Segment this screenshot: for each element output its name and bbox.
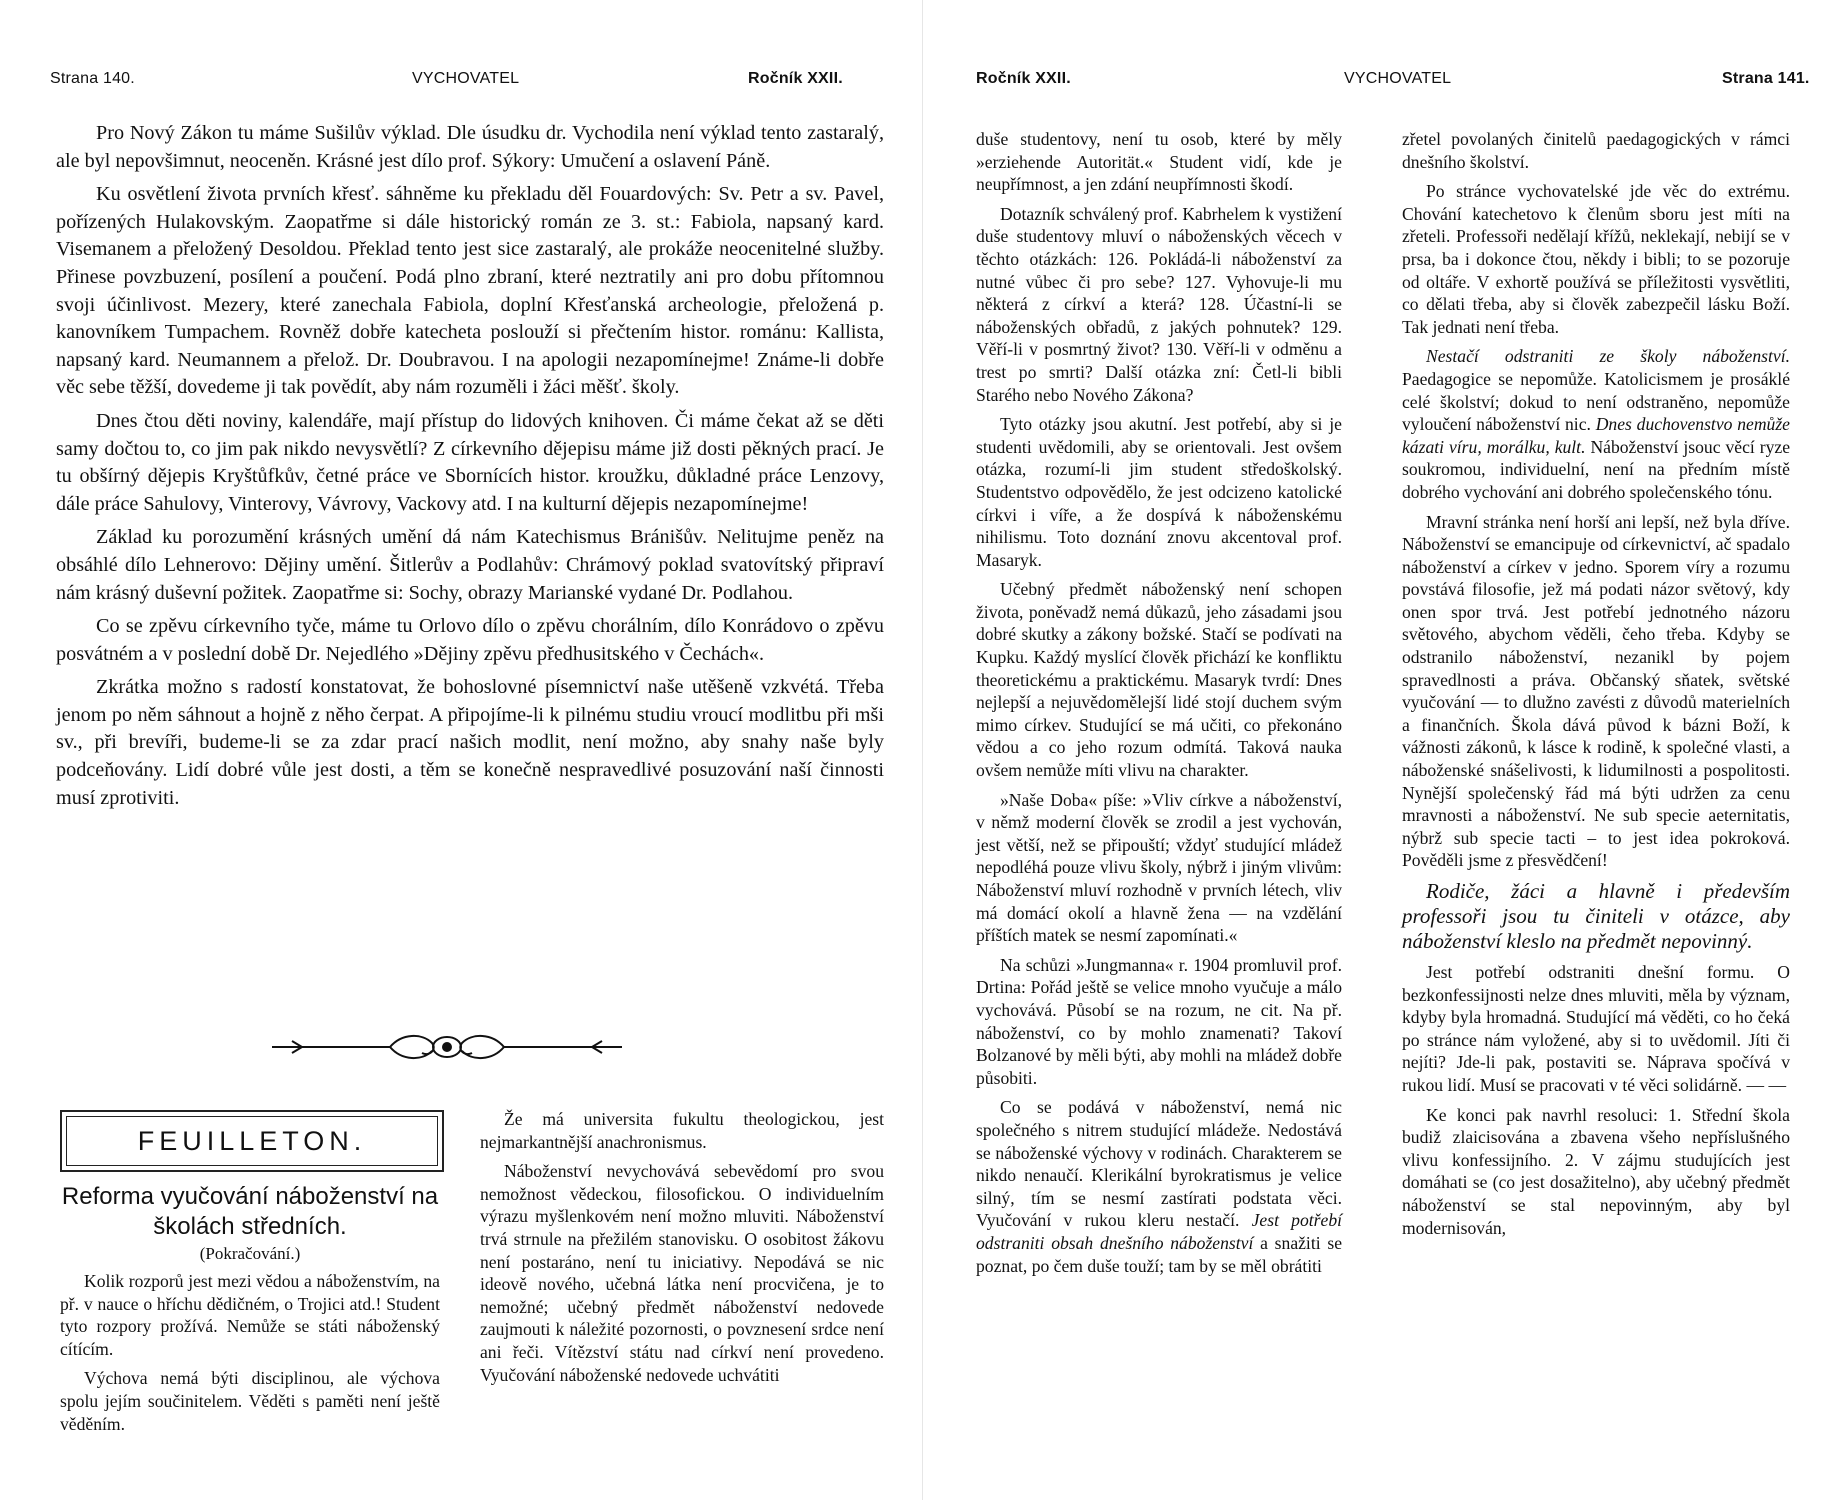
paragraph: Jest potřebí odstraniti dnešní formu. O bezkonfessijnosti nelze dnes mluviti, měla by význam, kdyby byla hromadná. Studující má věděti, co ho čeká po stránce nám vyložené, aby si to uvědomil. Jíti či nejíti? Jde-li pak, postaviti se. Náprava spočívá v rukou lidí. Musí se pracovati v té věci solidárně. — — — [1402, 962, 1790, 1095]
feuilleton-title: Reforma vyučování náboženství na školách středních. — [61, 1183, 439, 1240]
paragraph: Dotazník schválený prof. Kabrhelem k vystižení duše studentovy mluví o náboženských věcech v těchto otázkách: 126. Pokládá-li náboženství za nutné vůbec či pro sebe? 127. Vyhovuje-li mu některá z církví a která? 128. Účastní-li se náboženských obřadů, z jakých pohnutek? 129. Věří-li v posmrtný život? 130. Věří-li v odměnu a trest po smrti? Další otázka zní: Četl-li bibli Starého nebo Nového Zákona? — [976, 203, 1342, 405]
paragraph: Náboženství nevychovává sebevědomí pro svou nemožnost vědeckou, filosofickou. O individuelním výrazu myšlenkovém není možno mluviti. Náboženství trvá strnule na přežilém stanovisku. O osobitost žákovu není postaráno, není tu iniciativy. Nepodává se nic ideově nového, učebná látka není procvičena, je to nemožné; učebný předmět náboženství nedovede zaujmouti k náležité pozornosti, o povznesení srdce není ani řeči. Vítězství státu nad církví není provedeno. Vyučování náboženské nedovede uchvátiti — [480, 1161, 884, 1385]
paragraph: Mravní stránka není horší ani lepší, než byla dříve. Náboženství se emancipuje od církevnictví, ač spadalo náboženství a církev v jedno. Sporem víry a rozumu povstává filosofie, jež má podati názor světový, kdy onen spor trvá. Jest potřebí jednotného názoru světového, abychom věděli, čeho třeba. Kdyby se odstranilo náboženství, nezanikl by pojem spravedlnosti a práva. Občanský sňatek, světské vyučování — to dlužno zavésti z důvodů materielních a finančních. Škola dává původ k bázni Boží, k vážnosti zákonů, k lásce k rodině, k společné vlasti, a náboženské snášelivosti, k lidumilnosti a pospolitosti. Nynější společenský řád má býti udržen za cenu mravnosti a náboženství. Ne sub specie aeternitatis, nýbrž sub specie tacti – to jest idea pokroková. Pověděli jsme z přesvědčení! — [1402, 511, 1790, 871]
paragraph-emphasis: Rodiče, žáci a hlavně i především professoři jsou tu činiteli v otázce, aby náboženství kleslo na předmět nepovinný. — [1402, 879, 1790, 953]
right-column-1 — [976, 128, 1342, 1284]
journal-title-right: VYCHOVATEL — [1344, 70, 1452, 87]
paragraph: Pro Nový Zákon tu máme Sušilův výklad. Dle úsudku dr. Vychodila není výklad tento zastaralý, ale byl nepovšimnut, neoceněn. Krásné jest dílo prof. Sýkory: Umučení a oslavení Páně. — [56, 122, 884, 172]
journal-title-left: VYCHOVATEL — [412, 70, 520, 87]
right-column-2 — [1402, 128, 1790, 1246]
paragraph: Základ ku porozumění krásných umění dá nám Katechismus Bránišův. Nelitujme peněz na obsáhlé dílo Lehnerovo: Dějiny umění. Šitlerův a Podlahův: Chrámový poklad svatovítský připraví nám krásný duševní požitek. Zaopatřme si: Sochy, obrazy Marianské vydané Dr. Podlahou. — [56, 526, 884, 604]
text-run: a snažiti se poznat, po čem duše touží; tam by se měl obrátiti — [976, 1232, 1343, 1276]
paragraph: Učebný předmět náboženský není schopen života, poněvadž nemá důkazů, jeho zásadami jsou dobré skutky a zákony božské. Stačí se podívati na Kupku. Každý myslící člověk přichází ke konfliktu theoretickému a praktickému. Masaryk tvrdí: Dnes nejlepší a nejuvědomělejší lidé stojí duchem svým mimo církev. Studující se má učiti, co překonáno vědou a co jeho rozum odmítá. Taková nauka ovšem nemůže míti vlivu na charakter. — [976, 579, 1342, 781]
text-run: Náboženství jsouc věcí ryze soukromou, individuelní, není na předním místě dobrého vychování ani dobrého společenského tónu. — [1402, 436, 1790, 502]
paragraph: Zkrátka možno s radostí konstatovat, že bohoslovné písemnictví naše utěšeně vzkvétá. Třeba jenom po něm sáhnout a hojně z něho čerpat. A připojíme-li k pilnému studiu vroucí modlitbu při mši sv., při brevíři, budeme-li se za zdar prací našich modlit, není možno, aby snahy naše byly podceňovány. Lidí dobré vůle jest dosti, a těm se konečně nespravedlivé posuzování naší činnosti musí zprotiviti. — [56, 676, 884, 809]
paragraph: Tyto otázky jsou akutní. Jest potřebí, aby si je studenti uvědomili, aby se orientovali. Jest ovšem otázka, rozumí-li jim student středoškolský. Studentstvo odpovědělo, že jest odcizeno katolické církvi i víře, a že dospívá k náboženskému nihilismu. Toto doznání znovu akcentoval prof. Masaryk. — [976, 414, 1342, 570]
ornament-divider-icon — [272, 1027, 622, 1067]
page-number-right: Strana 141. — [1722, 70, 1810, 87]
paragraph: Dnes čtou děti noviny, kalendáře, mají přístup do lidových knihoven. Či máme čekat až se děti samy dočtou to, co jim pak nikdo nevysvětlí? Z církevního dějepisu máme již dosti pěkných prací. Je tu obšírný dějepis Kryštůfkův, četné práce ve Sbornících histor. kroužku, důkladné práce Lenzovy, dále práce Sahulovy, Vinterovy, Vávrovy, Vackovy atd. I na kulturní dějepis nezapomínejme! — [56, 409, 884, 515]
paragraph: Výchova nemá býti disciplinou, ale výchova spolu jejím součinitelem. Věděti s paměti není ještě věděním. — [60, 1368, 440, 1434]
text-run-italic: Nestačí odstraniti ze školy náboženství. — [1426, 346, 1790, 367]
feuilleton-heading-box — [60, 1110, 444, 1172]
left-main-text — [56, 120, 884, 818]
paragraph: Že má universita fukultu theologickou, jest nejmarkantnější anachronismus. — [480, 1109, 884, 1152]
paragraph: Po stránce vychovatelské jde věc do extrému. Chování katechetovo k členům sboru jest míti na zřeteli. Professoři nedělají křížů, neklekají, nebijí se v prsa, ba i dokonce čtou, někdy i bibli; to se pozoruje od oltáře. V exhortě používá se příležitosti vysvětliti, co dělati třeba, aby si člověk zabezpečil lásku Boží. Tak jednati není třeba. — [1402, 181, 1790, 337]
paragraph — [1402, 345, 1790, 503]
paragraph: Co se zpěvu církevního tyče, máme tu Orlovo dílo o zpěvu chorálním, dílo Konrádovo o zpěvu posvátném a v poslední době Dr. Nejedlého »Dějiny zpěvu předhusitského v Čechách«. — [56, 615, 884, 665]
paragraph: Na schůzi »Jungmanna« r. 1904 promluvil prof. Drtina: Pořád ještě se velice mnoho vyučuje a málo vychovává. Působí se na rozum, ne cit. Na př. náboženství, co by mohlo znamenati? Takoví Bolzanové by měli býti, aby mohli na mládež dobře působiti. — [976, 954, 1342, 1088]
feuilleton-column-1 — [60, 1270, 440, 1442]
feuilleton-heading: FEUILLETON. — [66, 1116, 438, 1166]
page-number-left: Strana 140. — [50, 70, 135, 87]
volume-right: Ročník XXII. — [976, 70, 1071, 87]
paragraph: Kolik rozporů jest mezi vědou a náboženstvím, na př. v nauce o hříchu dědičném, o Trojici atd.! Student tyto rozpory prožívá. Nemůže se státi náboženský cítícím. — [60, 1271, 440, 1359]
text-run-italic: Jest potřebí odstraniti obsah dnešního náboženství — [976, 1210, 1343, 1253]
text-run: Paedagogice se nepomůže. Katolicismem je prosáklé celé školství; dokud to není odstraněno, nepomůže vyloučení náboženství nic. — [1402, 368, 1790, 435]
paragraph: zřetel povolaných činitelů paedagogických v rámci dnešního školství. — [1402, 129, 1790, 172]
feuilleton-column-2 — [480, 1108, 884, 1393]
paragraph: »Naše Doba« píše: »Vliv církve a náboženství, v němž moderní člověk se zrodil a jest vychován, jest větší, než se připouští; vždyť studující mládež nepodléhá pouze vlivu školy, nýbrž i jiným vlivům: Náboženství mluví rozhodně v prvních létech, vliv má domácí okolí a hlavně žena — na vzdělání příštích matek se nesmí zapomínati.« — [976, 789, 1342, 946]
volume-left: Ročník XXII. — [748, 70, 843, 87]
text-run-italic: Dnes duchovenstvo nemůže kázati víru, morálku, kult. — [1402, 414, 1790, 457]
text-run: Co se podává v náboženství, nemá nic společného s nitrem studující mládeže. Nedostává se náboženské výchovy v rodinách. Charakterem se nikdo nenaučí. Klerikální byrokratismus je velice silný, tím se nesmí zastírati podstata věci. Vyučování v rukou kleru nestačí. — [976, 1097, 1342, 1231]
feuilleton-continued: (Pokračování.) — [199, 1244, 301, 1263]
paragraph: duše studentovy, není tu osob, které by měly »erziehende Autorität.« Student vidí, kde je neupřímnost, a jen zdání neupřímnosti škodí. — [976, 129, 1342, 195]
paragraph: Ke konci pak navrhl resoluci: 1. Střední škola budiž zlaicisována a zbavena všeho nepříslušného vlivu konfessijního. 2. V zájmu studujících jest domáhati se (co jest dosažitelno), aby učebný předmět náboženství se stal nepovinným, aby byl modernisován, — [1402, 1104, 1790, 1238]
paragraph: Ku osvětlení života prvních křesť. sáhněme ku překladu děl Fouardových: Sv. Petr a sv. Pavel, pořízených Hulakovským. Zaopatřme si dále historický román ze 3. st.: Fabiola, napsaný kard. Visemanem a přeložený Desoldou. Překlad tento jest sice zastaralý, ale prokáže neocenitelné služby. Přinese povzbuzení, posílení a poučení. Podá plno zbraní, které neztratily ani pro dobu přítomnou svoji účinlivost. Mezery, které zanechala Fabiola, doplní Křesťanská archeologie, přeložená p. kanovníkem Tumpachem. Rovněž dobře katecheta poslouží si přečtením histor. románu: Kallista, napsaný kard. Neumannem a přelož. Dr. Doubravou. I na apologii nezapomínejme! Známe-li dobře věc sebe těžší, dovedeme ji tak povědít, aby nám rozuměli i žáci měšť. školy. — [56, 183, 884, 399]
paragraph — [976, 1096, 1342, 1277]
